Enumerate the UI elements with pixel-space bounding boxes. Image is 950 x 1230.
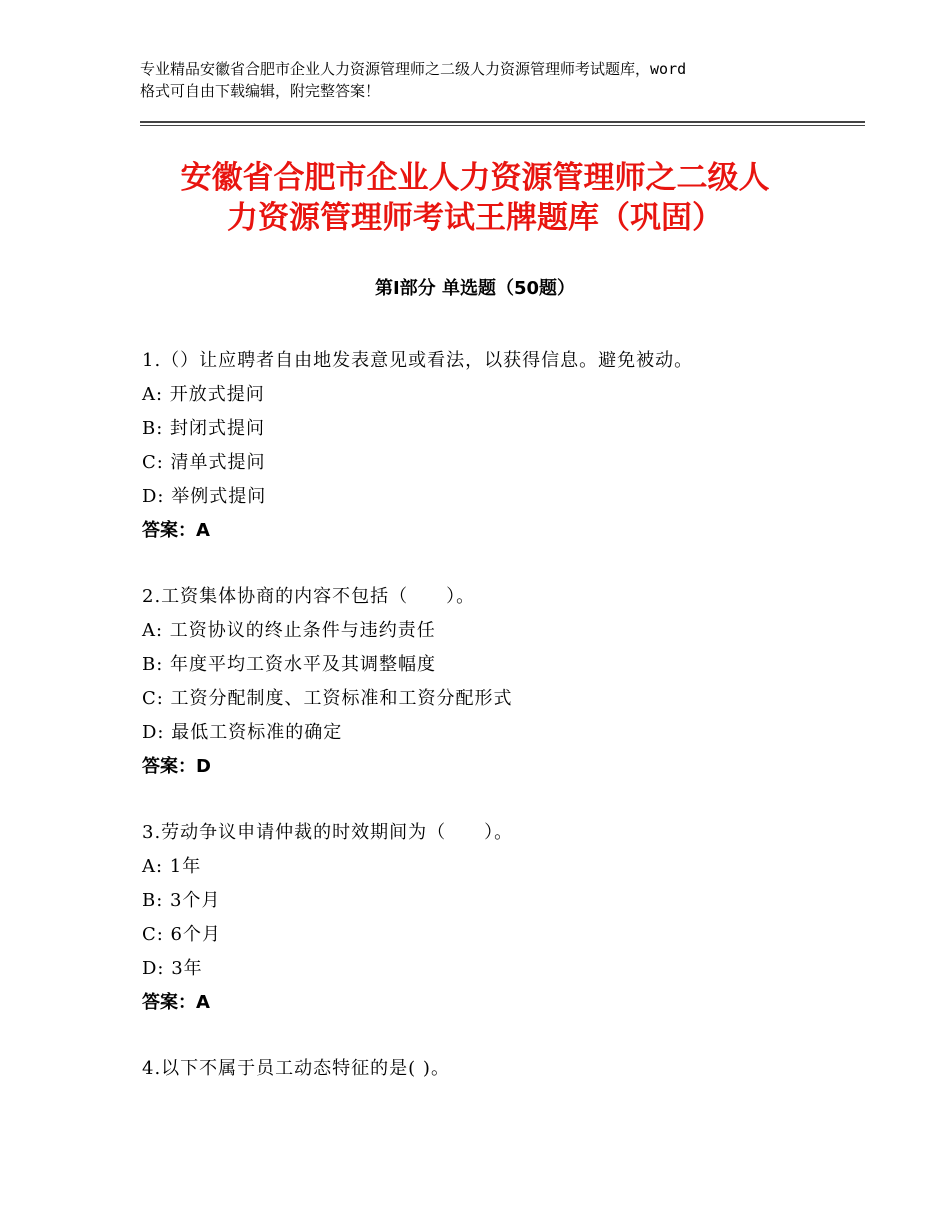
- answer: 答案：A: [142, 520, 210, 541]
- option-d: D: 举例式提问: [142, 486, 267, 507]
- question-3: [142, 816, 842, 1020]
- section-title: 第Ⅰ部分 单选题（50题）: [374, 278, 575, 299]
- question-2: [142, 580, 842, 784]
- option-b: B: 年度平均工资水平及其调整幅度: [142, 654, 437, 675]
- option-d: D: 最低工资标准的确定: [142, 722, 343, 743]
- document-title-line-1: 安徽省合肥市企业人力资源管理师之二级人: [180, 160, 770, 196]
- question-stem: 1.（）让应聘者自由地发表意见或看法，以获得信息。避免被动。: [142, 350, 694, 371]
- header-divider: [140, 121, 865, 126]
- option-c: C: 清单式提问: [142, 452, 266, 473]
- answer: 答案：D: [142, 756, 211, 777]
- option-d: D: 3年: [142, 958, 203, 979]
- option-a: A: 1年: [142, 856, 202, 877]
- header-note: [140, 58, 830, 102]
- header-note-line-2: 格式可自由下载编辑，附完整答案！: [140, 82, 381, 100]
- option-a: A: 工资协议的终止条件与违约责任: [142, 620, 436, 641]
- question-stem: 4.以下不属于员工动态特征的是( )。: [142, 1058, 450, 1079]
- option-b: B: 3个月: [142, 890, 221, 911]
- header-note-line-1: 专业精品安徽省合肥市企业人力资源管理师之二级人力资源管理师考试题库，word: [140, 60, 687, 78]
- document-title-line-2: 力资源管理师考试王牌题库（巩固）: [227, 200, 723, 236]
- option-b: B: 封闭式提问: [142, 418, 266, 439]
- question-1: [142, 344, 842, 548]
- option-c: C: 6个月: [142, 924, 222, 945]
- option-a: A: 开放式提问: [142, 384, 265, 405]
- question-stem: 2.工资集体协商的内容不包括（ ）。: [142, 586, 476, 607]
- question-list: [142, 344, 842, 1118]
- option-c: C: 工资分配制度、工资标准和工资分配形式: [142, 688, 513, 709]
- question-stem: 3.劳动争议申请仲裁的时效期间为（ ）。: [142, 822, 514, 843]
- document-title: [60, 158, 890, 238]
- answer: 答案：A: [142, 992, 210, 1013]
- question-4: [142, 1052, 842, 1086]
